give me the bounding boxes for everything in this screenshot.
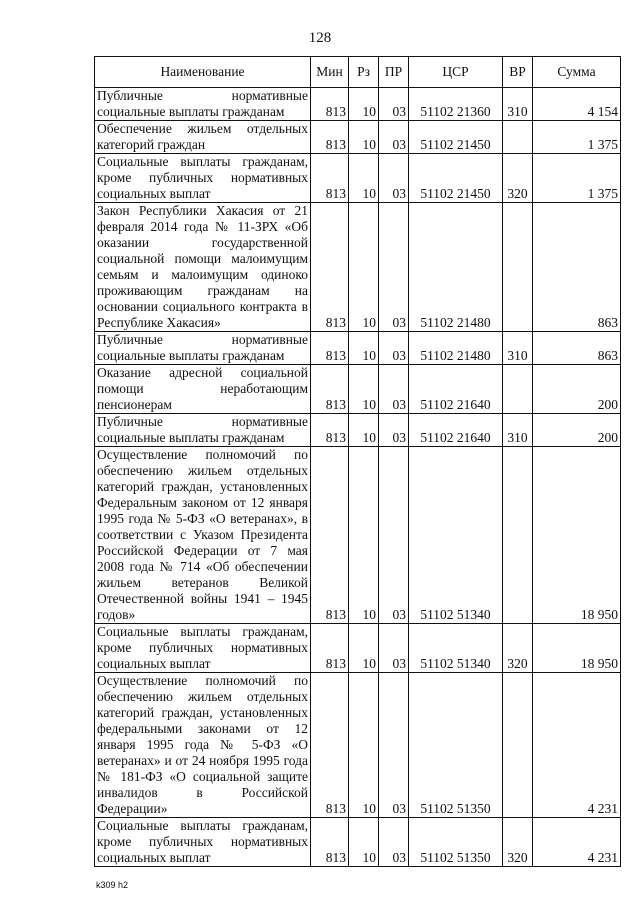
cell-rz: 10: [349, 332, 379, 365]
cell-sum: 1 375: [533, 121, 621, 154]
cell-pr: 03: [379, 447, 409, 624]
cell-csr: 51102 21360: [409, 88, 503, 121]
table-row: [95, 121, 621, 154]
cell-rz: 10: [349, 818, 379, 867]
cell-rz: 10: [349, 365, 379, 414]
cell-name: Публичные нормативные социальные выплаты гражданам: [95, 332, 311, 365]
table-row: [95, 88, 621, 121]
header-vr: ВР: [503, 57, 533, 88]
table-row: [95, 203, 621, 332]
cell-csr: 51102 51350: [409, 673, 503, 818]
page-number: 128: [308, 30, 332, 46]
cell-rz: 10: [349, 447, 379, 624]
cell-name: Социальные выплаты гражданам, кроме публичных нормативных социальных выплат: [95, 818, 311, 867]
header-name: Наименование: [95, 57, 311, 88]
cell-sum: 18 950: [533, 624, 621, 673]
cell-name: Публичные нормативные социальные выплаты гражданам: [95, 88, 311, 121]
cell-sum: 863: [533, 332, 621, 365]
table-row: [95, 447, 621, 624]
cell-csr: 51102 21480: [409, 203, 503, 332]
cell-rz: 10: [349, 673, 379, 818]
cell-pr: 03: [379, 673, 409, 818]
header-rz: Рз: [349, 57, 379, 88]
cell-sum: 4 231: [533, 673, 621, 818]
cell-rz: 10: [349, 624, 379, 673]
table-row: [95, 624, 621, 673]
cell-min: 813: [311, 818, 349, 867]
cell-pr: 03: [379, 88, 409, 121]
cell-rz: 10: [349, 88, 379, 121]
cell-sum: 200: [533, 414, 621, 447]
cell-vr: [503, 447, 533, 624]
cell-vr: [503, 365, 533, 414]
cell-csr: 51102 51350: [409, 818, 503, 867]
cell-csr: 51102 51340: [409, 624, 503, 673]
cell-rz: 10: [349, 414, 379, 447]
cell-min: 813: [311, 154, 349, 203]
cell-csr: 51102 51340: [409, 447, 503, 624]
cell-name: Обеспечение жильем отдельных категорий граждан: [95, 121, 311, 154]
cell-min: 813: [311, 447, 349, 624]
cell-sum: 863: [533, 203, 621, 332]
cell-name: Оказание адресной социальной помощи неработающим пенсионерам: [95, 365, 311, 414]
cell-sum: 1 375: [533, 154, 621, 203]
table-row: [95, 332, 621, 365]
cell-csr: 51102 21450: [409, 121, 503, 154]
cell-sum: 4 154: [533, 88, 621, 121]
cell-name: Осуществление полномочий по обеспечению жильем отдельных категорий граждан, установленных Федеральным законом от 12 января 1995 года № 5-ФЗ «О ветеранах», в соответствии с Указом Президента Российской Федерации от 7 мая 2008 года № 714 «Об обеспечении жильем ветеранов Великой Отечественной войны 1941 – 1945 годов»: [95, 447, 311, 624]
cell-vr: 310: [503, 88, 533, 121]
cell-rz: 10: [349, 203, 379, 332]
cell-vr: 320: [503, 818, 533, 867]
cell-rz: 10: [349, 154, 379, 203]
cell-vr: [503, 673, 533, 818]
cell-pr: 03: [379, 203, 409, 332]
cell-rz: 10: [349, 121, 379, 154]
cell-sum: 200: [533, 365, 621, 414]
cell-csr: 51102 21480: [409, 332, 503, 365]
table-body: [95, 88, 621, 867]
cell-min: 813: [311, 673, 349, 818]
cell-name: Социальные выплаты гражданам, кроме публичных нормативных социальных выплат: [95, 154, 311, 203]
cell-min: 813: [311, 332, 349, 365]
table-row: [95, 365, 621, 414]
cell-min: 813: [311, 624, 349, 673]
cell-vr: 320: [503, 624, 533, 673]
cell-pr: 03: [379, 414, 409, 447]
cell-pr: 03: [379, 365, 409, 414]
cell-vr: [503, 121, 533, 154]
table-row: [95, 154, 621, 203]
cell-csr: 51102 21640: [409, 365, 503, 414]
cell-sum: 4 231: [533, 818, 621, 867]
footer-code: k309 h2: [96, 880, 129, 890]
cell-csr: 51102 21640: [409, 414, 503, 447]
header-min: Мин: [311, 57, 349, 88]
cell-pr: 03: [379, 121, 409, 154]
cell-name: Закон Республики Хакасия от 21 февраля 2014 года № 11-ЗРХ «Об оказании государственной социальной помощи малоимущим семьям и малоимущим одиноко проживающим гражданам на основании социального контракта в Республике Хакасия»: [95, 203, 311, 332]
cell-vr: 310: [503, 332, 533, 365]
cell-name: Социальные выплаты гражданам, кроме публичных нормативных социальных выплат: [95, 624, 311, 673]
table-row: [95, 414, 621, 447]
table-row: [95, 818, 621, 867]
cell-pr: 03: [379, 624, 409, 673]
budget-table: [94, 56, 621, 867]
cell-min: 813: [311, 121, 349, 154]
header-sum: Сумма: [533, 57, 621, 88]
cell-min: 813: [311, 88, 349, 121]
header-csr: ЦСР: [409, 57, 503, 88]
cell-name: Публичные нормативные социальные выплаты гражданам: [95, 414, 311, 447]
cell-pr: 03: [379, 332, 409, 365]
cell-csr: 51102 21450: [409, 154, 503, 203]
cell-min: 813: [311, 203, 349, 332]
cell-pr: 03: [379, 818, 409, 867]
cell-vr: 320: [503, 154, 533, 203]
cell-vr: 310: [503, 414, 533, 447]
table-header-row: [95, 57, 621, 88]
cell-min: 813: [311, 365, 349, 414]
cell-vr: [503, 203, 533, 332]
cell-pr: 03: [379, 154, 409, 203]
cell-min: 813: [311, 414, 349, 447]
header-pr: ПР: [379, 57, 409, 88]
cell-sum: 18 950: [533, 447, 621, 624]
table-row: [95, 673, 621, 818]
cell-name: Осуществление полномочий по обеспечению жильем отдельных категорий граждан, установленных федеральными законами от 12 января 1995 года № 5-ФЗ «О ветеранах» и от 24 ноября 1995 года № 181-ФЗ «О социальной защите инвалидов в Российской Федерации»: [95, 673, 311, 818]
